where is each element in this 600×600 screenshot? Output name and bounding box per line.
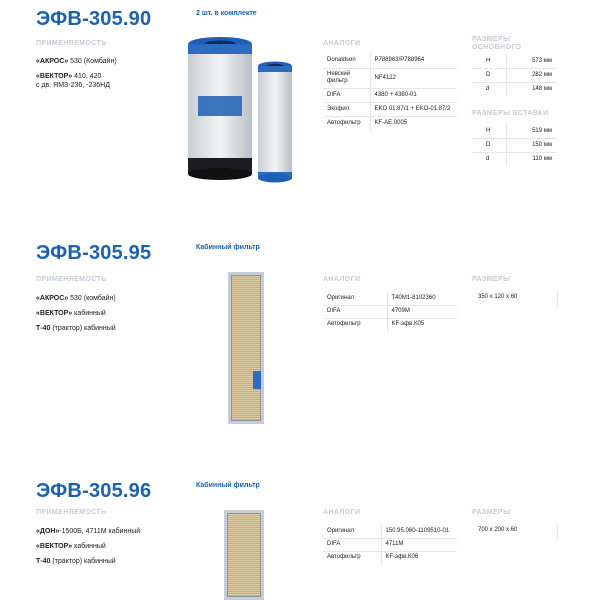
application-item: «ДОН»-1500Б, 4711М кабинный xyxy=(36,528,141,535)
table-row: H 519 мм xyxy=(472,124,556,138)
analogs-table xyxy=(323,292,457,331)
dims-heading: РАЗМЕРЫ xyxy=(472,276,511,283)
analogs-heading: АНАЛОГИ xyxy=(323,276,361,283)
air-filter-set-image xyxy=(186,36,298,186)
application-item: «АКРОС» 530 (комбайн) xyxy=(36,295,116,302)
product-subtitle: Кабинный фильтр xyxy=(196,244,260,251)
table-row: D 150 мм xyxy=(472,138,556,152)
table-row: DIFA 4380 + 4380-01 xyxy=(323,88,457,102)
table-row: d 110 мм xyxy=(472,152,556,166)
application-item: «ВЕКТОР» кабинный xyxy=(36,310,106,317)
table-row: Donaldson P788963/P788964 xyxy=(323,54,457,68)
table-row: Автофильтр KF-эфв.К05 xyxy=(323,318,457,331)
dims-value: 700 x 200 x 60 xyxy=(472,525,558,539)
product-code: ЭФВ-305.96 xyxy=(36,480,152,502)
application-item: с дв. ЯМЗ-236, -236НД xyxy=(36,82,110,89)
analogs-heading: АНАЛОГИ xyxy=(323,40,361,47)
product-code: ЭФВ-305.90 xyxy=(36,8,152,30)
product-subtitle: 2 шт. в комплекте xyxy=(196,10,257,17)
dims-insert-heading: РАЗМЕРЫ ВСТАВКИ xyxy=(472,110,549,117)
dims-insert-table xyxy=(472,124,556,166)
table-row: DIFA 4709M xyxy=(323,305,457,318)
dims-main-heading: РАЗМЕРЫ ОСНОВНОГО xyxy=(472,36,522,51)
analogs-heading: АНАЛОГИ xyxy=(323,509,361,516)
table-row: Невский фильтр NF4122 xyxy=(323,68,457,88)
applications-list xyxy=(36,294,116,339)
applications-heading: ПРИМЕНЯЕМОСТЬ xyxy=(36,276,107,283)
cabin-filter-image xyxy=(224,510,264,600)
table-row: H 573 мм xyxy=(472,54,556,68)
table-row: Автофильтр KF-эфв.К06 xyxy=(323,551,457,564)
application-item: «ВЕКТОР» 410, 420 xyxy=(36,73,102,80)
table-row: Автофильтр KF-AE.0005 xyxy=(323,116,457,130)
application-item: «ВЕКТОР» кабинный xyxy=(36,543,106,550)
table-row: Оригинал 150.95.060-1109510-01 xyxy=(323,525,457,538)
applications-list: «АКРОС» 530 (Комбайн) «ВЕКТОР» 410, 420 с дв. ЯМЗ-236, -236НД xyxy=(36,58,117,89)
cabin-filter-image xyxy=(228,272,264,424)
analogs-table xyxy=(323,525,457,564)
applications-heading: ПРИМЕНЯЕМОСТЬ xyxy=(36,509,107,516)
product-subtitle: Кабинный фильтр xyxy=(196,482,260,489)
application-item: Т-40 (трактор) кабинный xyxy=(36,558,116,565)
analogs-table xyxy=(323,54,457,130)
product-code: ЭФВ-305.95 xyxy=(36,242,152,264)
table-row: d 148 мм xyxy=(472,82,556,96)
applications-heading: ПРИМЕНЯЕМОСТЬ xyxy=(36,40,107,47)
table-row: DIFA 4711M xyxy=(323,538,457,551)
dims-heading: РАЗМЕРЫ xyxy=(472,509,511,516)
applications-list xyxy=(36,527,140,572)
dims-main-table xyxy=(472,54,556,96)
dims-value: 350 x 120 x 60 xyxy=(472,292,558,306)
table-row: Экофил EKO 01.87/1 + EKO-01.87/2 xyxy=(323,102,457,116)
table-row: D 282 мм xyxy=(472,68,556,82)
application-item: Т-40 (трактор) кабинный xyxy=(36,325,116,332)
table-row: Оригинал Т40М1-8102360 xyxy=(323,292,457,305)
